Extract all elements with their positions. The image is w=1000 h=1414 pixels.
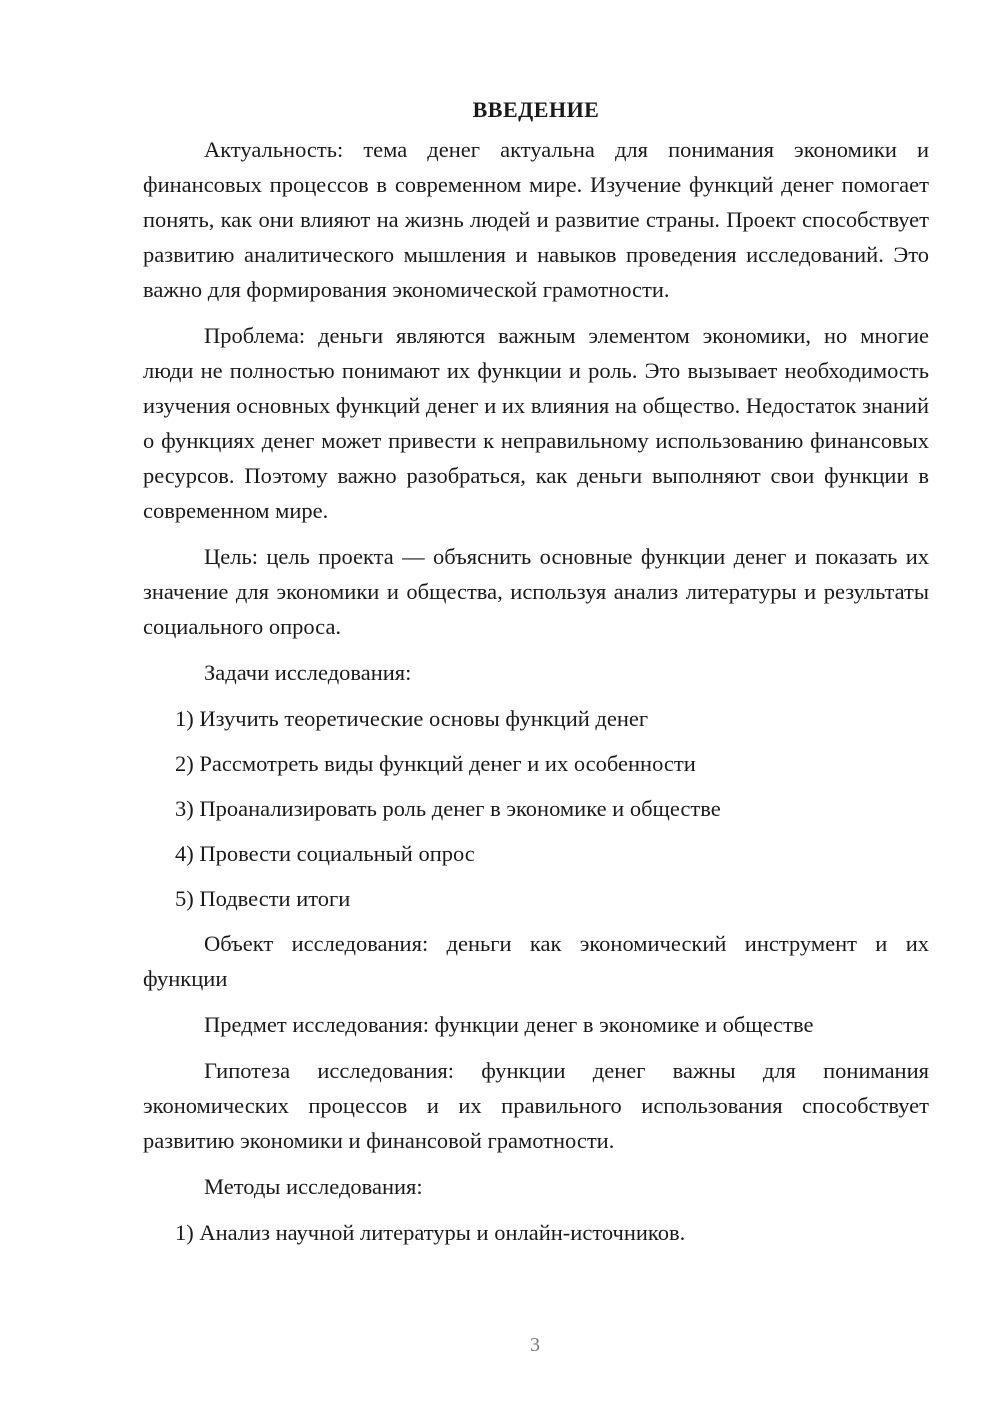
relevance-paragraph: Актуальность: тема денег актуальна для понимания экономики и финансовых процессов в современном мире. Изучение функций денег помогает понять, как они влияют на жизнь людей и развитие страны. Проект способствует развитию аналитического мышления и навыков проведения исследований. Это важно для формирования экономической грамотности.: [143, 137, 929, 302]
page-number: 3: [530, 1334, 540, 1356]
document-page: [143, 92, 929, 1260]
tasks-label: Задачи исследования:: [204, 660, 412, 685]
method-item: 1) Анализ научной литературы и онлайн-источников.: [175, 1220, 686, 1245]
hypothesis-paragraph: Гипотеза исследования: функции денег важны для понимания экономических процессов и их правильного использования способствует развитию экономики и финансовой грамотности.: [143, 1058, 929, 1153]
methods-label: Методы исследования:: [204, 1174, 423, 1199]
problem-paragraph: Проблема: деньги являются важным элементом экономики, но многие люди не полностью понимают их функции и роль. Это вызывает необходимость изучения основных функций денег и их влияния на общество. Недостаток знаний о функциях денег может привести к неправильному использованию финансовых ресурсов. Поэтому важно разобраться, как деньги выполняют свои функции в современном мире.: [143, 323, 929, 523]
task-item: 4) Провести социальный опрос: [175, 841, 475, 866]
task-item: 3) Проанализировать роль денег в экономике и обществе: [175, 796, 721, 821]
goal-paragraph: Цель: цель проекта — объяснить основные функции денег и показать их значение для экономики и общества, используя анализ литературы и результаты социального опроса.: [143, 544, 929, 639]
task-item: 2) Рассмотреть виды функций денег и их особенности: [175, 751, 696, 776]
subject-paragraph: Предмет исследования: функции денег в экономике и обществе: [204, 1012, 814, 1037]
page-title: ВВЕДЕНИЕ: [472, 97, 600, 122]
task-item: 5) Подвести итоги: [175, 886, 351, 911]
task-item: 1) Изучить теоретические основы функций денег: [175, 706, 649, 731]
object-paragraph: Объект исследования: деньги как экономический инструмент и их функции: [143, 931, 929, 991]
